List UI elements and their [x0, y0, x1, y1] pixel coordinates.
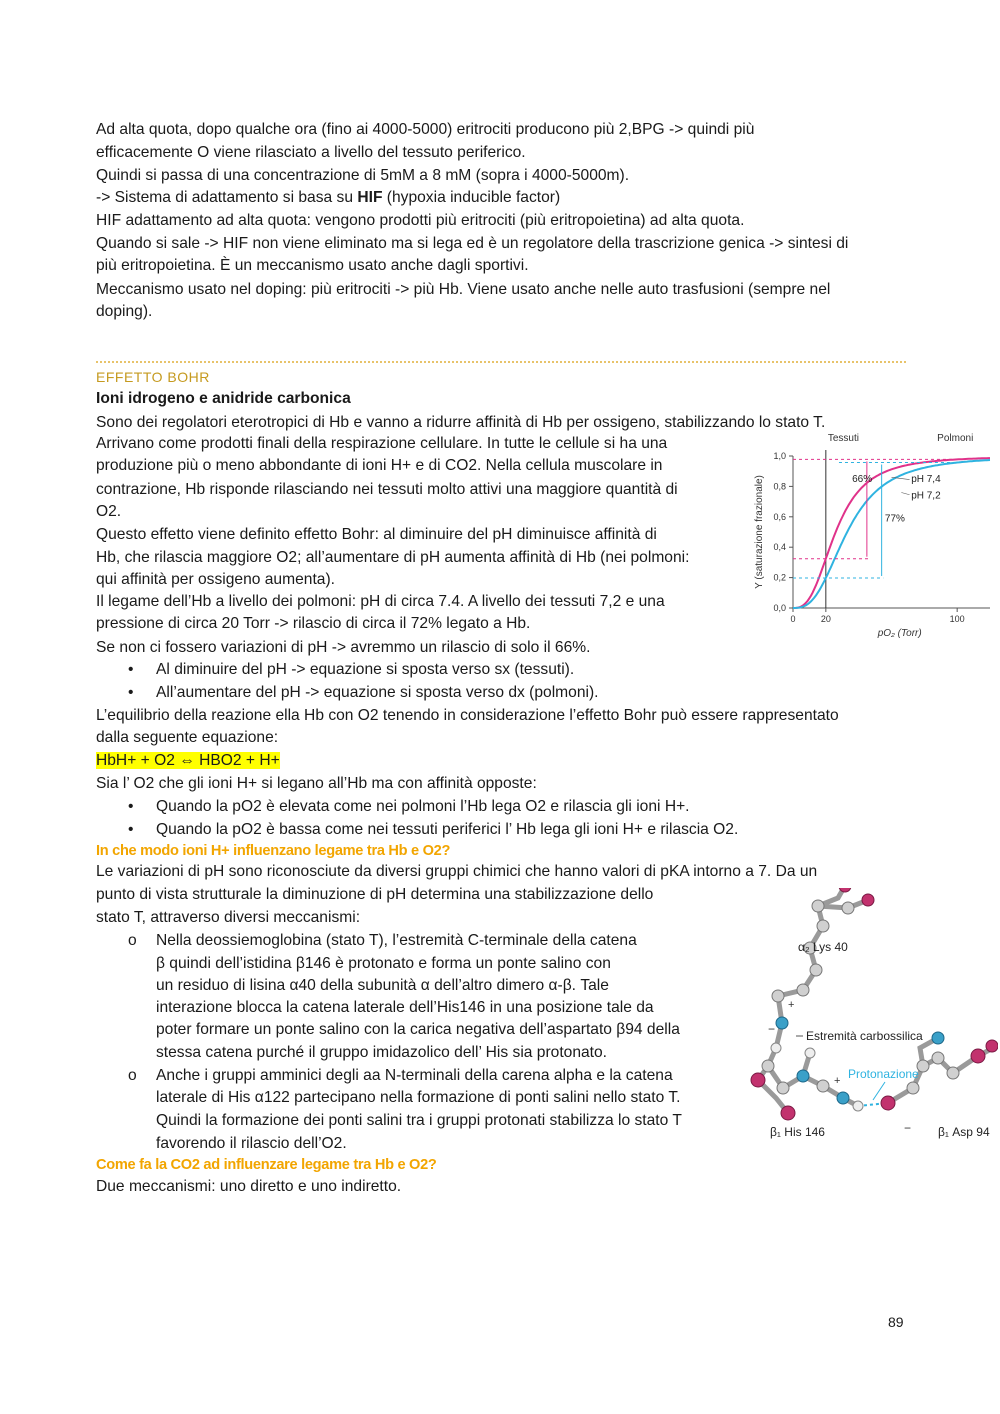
atom — [842, 902, 854, 914]
molecule-label-lys: α₂ Lys 40 — [798, 940, 848, 954]
oxygen-atom — [862, 894, 874, 906]
atom — [917, 1060, 929, 1072]
y-tick-label: 0,0 — [773, 603, 786, 613]
y-axis-label: Y (saturazione frazionale) — [754, 475, 765, 589]
atom — [947, 1067, 959, 1079]
oxygen-atom — [881, 1096, 895, 1110]
top-label-polmoni: Polmoni — [937, 433, 974, 444]
atom — [777, 1082, 789, 1094]
bohr-line: Arrivano come prodotti finali della respirazione cellulare. In tutte le cellule si ha una — [96, 435, 668, 452]
hif-line: -> Sistema di adattamento si basa su HIF (hypoxia inducible factor) — [96, 189, 561, 206]
list-item: Quando la pO2 è elevata come nei polmoni l’Hb lega O2 e rilascia gli ioni H+. — [156, 798, 690, 815]
series-line — [793, 460, 990, 608]
intro-line: più eritropoietina. È un meccanismo usato anche dagli sportivi. — [96, 257, 529, 274]
section-divider — [96, 361, 906, 363]
atom — [907, 1082, 919, 1094]
nitrogen-atom — [776, 1017, 788, 1029]
sub-item-line: Quindi la formazione dei ponti salini tra i gruppi protonati stabilizza lo stato T — [156, 1112, 682, 1129]
annotation-66: 66% — [852, 473, 873, 485]
leader-line — [901, 492, 909, 494]
equilibrium-line: dalla seguente equazione: — [96, 729, 279, 746]
intro-line: Meccanismo usato nel doping: più eritrociti -> più Hb. Viene usato anche nelle auto trasfusioni (sempre nel — [96, 281, 831, 298]
sub-item-line: Nella deossiemoglobina (stato T), l’estremità C-terminale della catena — [156, 932, 637, 949]
bohr-line: contrazione, Hb risponde rilasciando nei tessuti molto attivi una maggiore quantità di — [96, 481, 678, 498]
list-item: Al diminuire del pH -> equazione si sposta verso sx (tessuti). — [156, 661, 575, 678]
question-heading: In che modo ioni H+ influenzano legame tra Hb e O2? — [96, 843, 451, 859]
intro-line: Quindi si passa di una concentrazione di 5mM a 8 mM (sopra i 4000-5000m). — [96, 167, 630, 184]
bohr-chart — [748, 428, 998, 643]
oxygen-atom — [751, 1073, 765, 1087]
atom — [772, 990, 784, 1002]
y-tick-label: 0,8 — [773, 481, 786, 492]
bohr-line: Questo effetto viene definito effetto Bohr: al diminuire del pH diminuisce affinità di — [96, 526, 657, 543]
x-tick-label: 0 — [790, 614, 796, 624]
bullet-icon: • — [128, 821, 134, 838]
intro-line: HIF adattamento ad alta quota: vengono prodotti più eritrociti (più eritropoietina) ad alta quota. — [96, 212, 745, 229]
q2-line: Due meccanismi: uno diretto e uno indiretto. — [96, 1178, 402, 1195]
bohr-line: qui affinità per ossigeno aumenta). — [96, 571, 335, 588]
molecule-label-his: β₁ His 146 — [770, 1125, 825, 1139]
section-label: EFFETTO BOHR — [96, 369, 210, 385]
x-tick-label: 100 — [949, 614, 965, 624]
bullet-icon: • — [128, 798, 134, 815]
atom — [810, 964, 822, 976]
annotation-77: 77% — [884, 513, 905, 525]
bohr-line: Hb, che rilascia maggiore O2; all’aumentare di pH aumenta affinità di Hb (nei polmoni: — [96, 549, 690, 566]
sub-item-line: favorendo il rilascio dell’O2. — [156, 1135, 347, 1152]
y-tick-label: 0,6 — [773, 511, 786, 522]
charge-sign: − — [768, 1022, 776, 1036]
oxygen-atom — [986, 1040, 998, 1052]
q1-line: punto di vista strutturale la diminuzione di pH determina una stabilizzazione dello — [96, 886, 654, 903]
oxygen-atom — [971, 1049, 985, 1063]
sub-item-line: laterale di His α122 partecipano nella formazione di ponti salini nello stato T. — [156, 1089, 681, 1106]
molecule-label-carboxyl: Estremità carbossilica — [806, 1029, 923, 1043]
top-label-tessuti: Tessuti — [827, 433, 859, 444]
bohr-line: Se non ci fossero variazioni di pH -> avremmo un rilascio di solo il 66%. — [96, 639, 591, 656]
charge-sign: + — [788, 999, 795, 1011]
nitrogen-atom — [932, 1032, 944, 1044]
q1-line: Le variazioni di pH sono riconosciute da diversi gruppi chimici che hanno valori di pKA intorno a 7. Da un — [96, 863, 818, 880]
series-label: pH 7,4 — [911, 473, 941, 485]
sub-bullet-icon: o — [128, 1067, 137, 1084]
bohr-line: Sono dei regolatori eterotropici di Hb e vanno a ridurre affinità di Hb per ossigeno, stabilizzando lo stato T. — [96, 414, 826, 431]
bullet-icon: • — [128, 661, 134, 678]
list-item: Quando la pO2 è bassa come nei tessuti periferici l’ Hb lega gli ioni H+ e rilascia O2. — [156, 821, 739, 838]
atom — [762, 1060, 774, 1072]
sub-item-line: Anche i gruppi amminici degli aa N-terminali della carena alpha e la catena — [156, 1067, 673, 1084]
salt-bridge-diagram — [748, 888, 998, 1156]
atom — [797, 984, 809, 996]
intro-line: Quando si sale -> HIF non viene eliminato ma si lega ed è un regolatore della trascrizione genica -> sintesi di — [96, 235, 849, 252]
sub-item-line: poter formare un ponte salino con la carica negativa dell’aspartato β94 della — [156, 1021, 680, 1038]
charge-sign: + — [834, 1075, 841, 1087]
sub-item-line: stessa catena purché il gruppo imidazolico dell’ His sia protonato. — [156, 1044, 608, 1061]
page-number: 89 — [888, 1314, 904, 1330]
sub-item-line: un residuo di lisina α40 della subunità α dell’altro dimero α-β. Tale — [156, 977, 609, 994]
bohr-line: O2. — [96, 503, 122, 520]
oxygen-atom — [781, 1106, 795, 1120]
sub-item-line: interazione blocca la catena laterale dell’His146 in una posizione tale da — [156, 999, 654, 1016]
atom — [805, 1048, 815, 1058]
molecule-label-protonation: Protonazione — [848, 1067, 919, 1081]
series-label: pH 7,2 — [911, 490, 941, 502]
affinity-line: Sia l’ O2 che gli ioni H+ si legano all’Hb ma con affinità opposte: — [96, 775, 537, 792]
y-tick-label: 0,2 — [773, 572, 786, 583]
x-tick-label: 20 — [820, 614, 831, 624]
atom — [771, 1043, 781, 1053]
intro-line: doping). — [96, 303, 153, 320]
molecule-label-asp: β₁ Asp 94 — [938, 1125, 990, 1139]
equation-highlight: HbH+ + O2 ⇔ HBO2 + H+ — [96, 752, 280, 769]
intro-line: Ad alta quota, dopo qualche ora (fino ai 4000-5000) eritrociti producono più 2,BPG -> quindi più — [96, 121, 755, 138]
y-tick-label: 0,4 — [773, 542, 786, 553]
bullet-icon: • — [128, 684, 134, 701]
atom — [817, 1080, 829, 1092]
charge-sign: − — [904, 1121, 912, 1135]
bohr-line: pressione di circa 20 Torr -> rilascio di circa il 72% legato a Hb. — [96, 615, 531, 632]
section-heading: Ioni idrogeno e anidride carbonica — [96, 390, 351, 407]
y-tick-label: 1,0 — [773, 451, 786, 461]
hif-bold: HIF — [357, 189, 383, 206]
atom — [853, 1101, 863, 1111]
atom — [817, 920, 829, 932]
nitrogen-atom — [797, 1070, 809, 1082]
bohr-line: produzione più o meno abbondante di ioni H+ e di CO2. Nella cellula muscolare in — [96, 457, 663, 474]
equilibrium-line: L’equilibrio della reazione ella Hb con O2 tenendo in considerazione l’effetto Bohr può essere rappresentato — [96, 707, 839, 724]
q1-line: stato T, attraverso diversi meccanismi: — [96, 909, 361, 926]
bohr-line: Il legame dell’Hb a livello dei polmoni: pH di circa 7.4. A livello dei tessuti 7,2 e una — [96, 593, 665, 610]
atom — [812, 900, 824, 912]
sub-item-line: β quindi dell’istidina β146 è protonato e forma un ponte salino con — [156, 955, 611, 972]
atom — [932, 1052, 944, 1064]
x-axis-label: pO₂ (Torr) — [877, 628, 922, 639]
question-heading: Come fa la CO2 ad influenzare legame tra Hb e O2? — [96, 1157, 437, 1173]
sub-bullet-icon: o — [128, 932, 137, 949]
intro-line: efficacemente O viene rilasciato a livello del tessuto periferico. — [96, 144, 526, 161]
nitrogen-atom — [837, 1092, 849, 1104]
list-item: All’aumentare del pH -> equazione si sposta verso dx (polmoni). — [156, 684, 599, 701]
equation — [96, 750, 280, 773]
